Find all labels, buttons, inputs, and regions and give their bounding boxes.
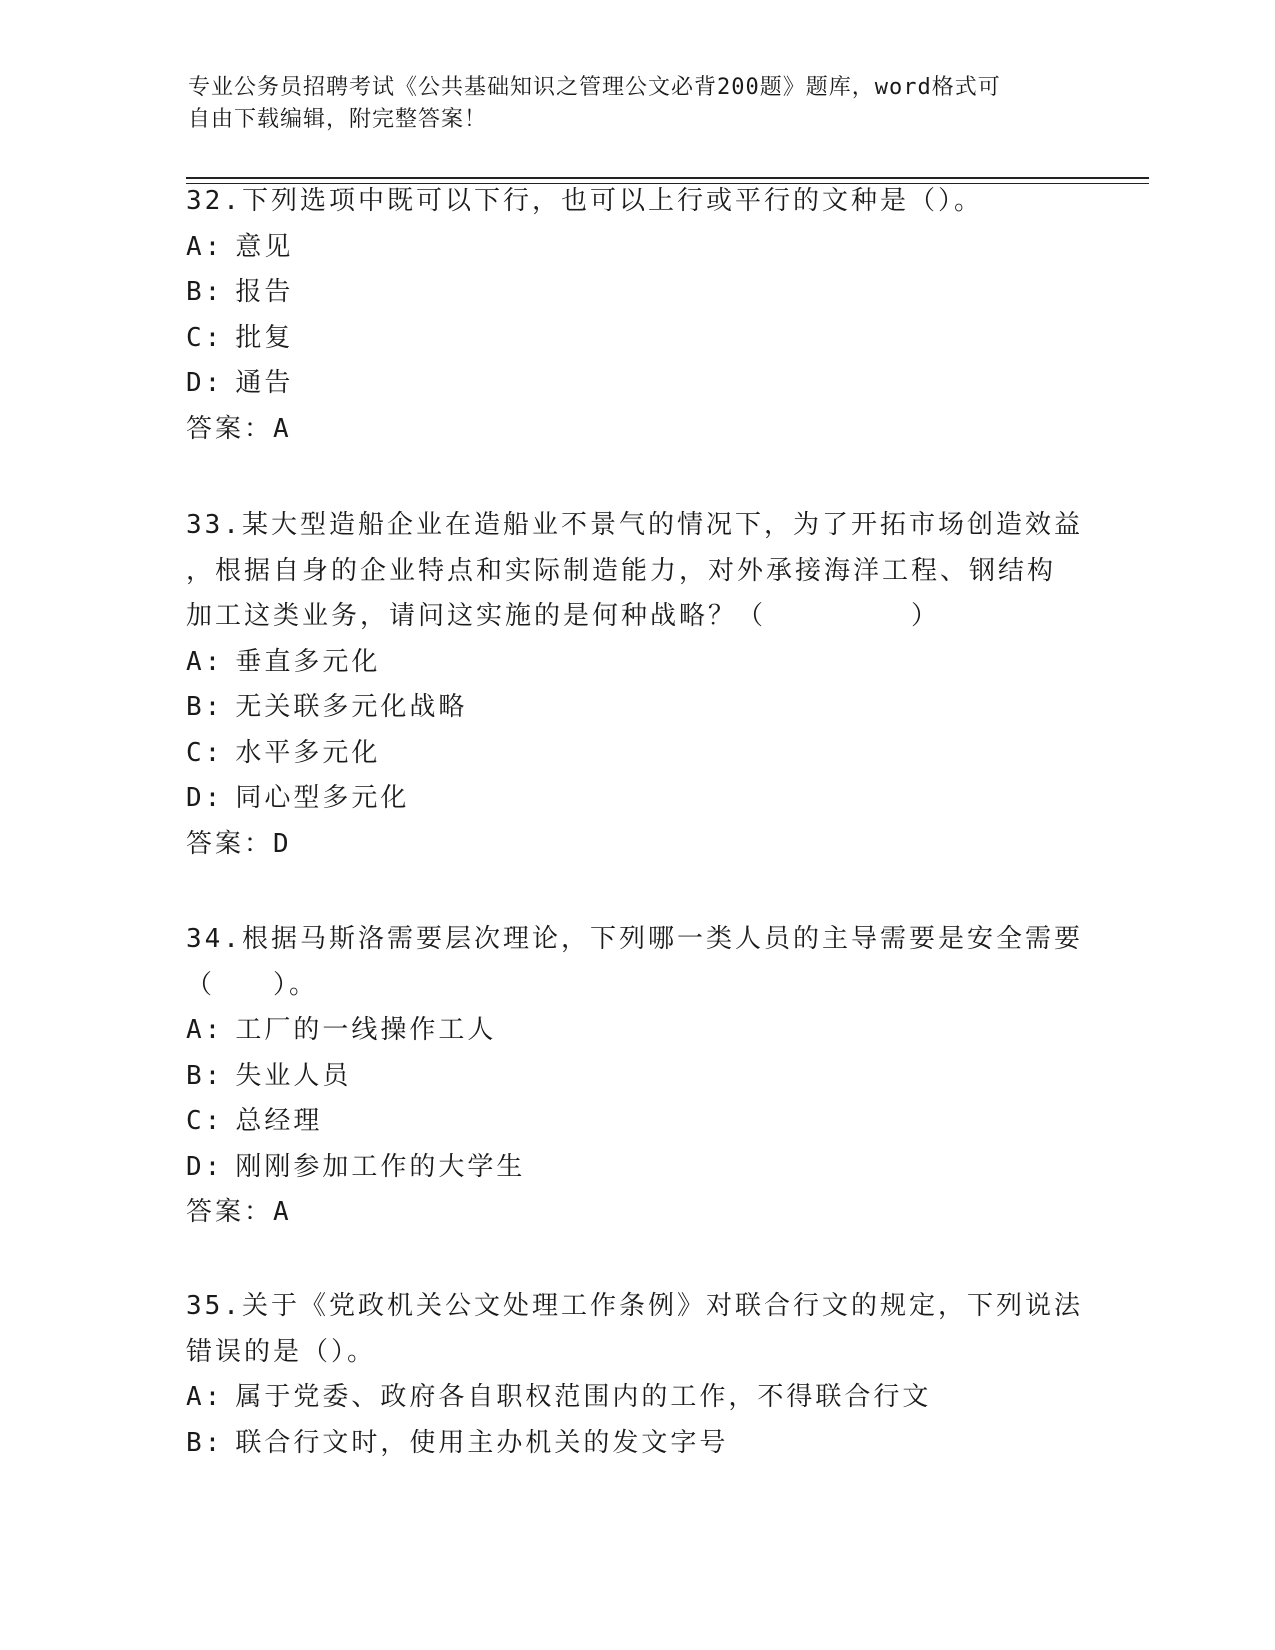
- option-d: [186, 361, 1086, 407]
- question-text: 32.下列选项中既可以下行，也可以上行或平行的文种是（）。: [186, 186, 983, 216]
- option-c: [186, 1099, 1086, 1145]
- option-c: [186, 316, 1086, 362]
- option-b: [186, 1421, 1086, 1467]
- option-text: 意见: [235, 231, 294, 262]
- question-text-line-2: 错误的是（）。: [186, 1336, 377, 1367]
- document-header: [188, 72, 1088, 136]
- option-key: A:: [186, 1382, 224, 1412]
- option-key: D:: [186, 783, 224, 813]
- option-b: [186, 1054, 1086, 1100]
- option-key: C:: [186, 322, 224, 353]
- option-key: B:: [186, 1060, 224, 1091]
- option-key: C:: [186, 737, 224, 768]
- option-key: B:: [186, 1427, 224, 1458]
- option-text: 刚刚参加工作的大学生: [235, 1151, 526, 1182]
- option-text: 无关联多元化战略: [235, 692, 468, 722]
- option-b: [186, 685, 1086, 731]
- option-key: D:: [186, 368, 224, 398]
- option-text: 报告: [235, 277, 294, 307]
- option-text: 属于党委、政府各自职权范围内的工作，不得联合行文: [235, 1382, 932, 1412]
- question-text-line-1: 35.关于《党政机关公文处理工作条例》对联合行文的规定，下列说法: [186, 1291, 1083, 1321]
- option-d: [186, 776, 1086, 822]
- option-a: [186, 1008, 1086, 1054]
- option-key: A:: [186, 231, 224, 262]
- option-text: 失业人员: [235, 1060, 352, 1091]
- option-key: D:: [186, 1151, 224, 1182]
- option-text: 通告: [235, 368, 294, 398]
- option-text: 垂直多元化: [235, 646, 381, 677]
- question-text-line-1: 34.根据马斯洛需要层次理论，下列哪一类人员的主导需要是安全需要: [186, 924, 1083, 954]
- question-text-line-2: ，根据自身的企业特点和实际制造能力，对外承接海洋工程、钢结构: [186, 555, 1057, 586]
- header-line-1: 专业公务员招聘考试《公共基础知识之管理公文必背200题》题库，word格式可: [188, 75, 1001, 100]
- option-c: [186, 731, 1086, 777]
- answer: 答案：A: [186, 413, 292, 444]
- option-key: A:: [186, 1015, 224, 1045]
- option-a: [186, 1375, 1086, 1421]
- option-text: 联合行文时，使用主办机关的发文字号: [235, 1427, 729, 1458]
- question-34: [186, 917, 1086, 1236]
- question-text-line-1: 33.某大型造船企业在造船业不景气的情况下，为了开拓市场创造效益: [186, 510, 1083, 540]
- question-33: [186, 503, 1086, 867]
- option-text: 总经理: [235, 1106, 323, 1136]
- answer: 答案：A: [186, 1197, 292, 1227]
- question-text-line-3: 加工这类业务，请问这实施的是何种战略？（ ）: [186, 601, 941, 631]
- option-text: 水平多元化: [235, 737, 381, 768]
- option-key: C:: [186, 1106, 224, 1136]
- option-text: 工厂的一线操作工人: [235, 1015, 497, 1045]
- option-text: 同心型多元化: [235, 783, 410, 813]
- option-a: [186, 225, 1086, 271]
- question-text-line-2: （ ）。: [186, 969, 319, 1000]
- option-b: [186, 270, 1086, 316]
- option-key: B:: [186, 277, 224, 307]
- answer: 答案：D: [186, 828, 292, 859]
- header-line-2: 自由下载编辑，附完整答案！: [188, 107, 488, 132]
- option-a: [186, 640, 1086, 686]
- option-key: A:: [186, 646, 224, 677]
- question-32: [186, 179, 1086, 452]
- question-35: [186, 1284, 1086, 1466]
- option-d: [186, 1145, 1086, 1191]
- option-key: B:: [186, 692, 224, 722]
- option-text: 批复: [235, 322, 294, 353]
